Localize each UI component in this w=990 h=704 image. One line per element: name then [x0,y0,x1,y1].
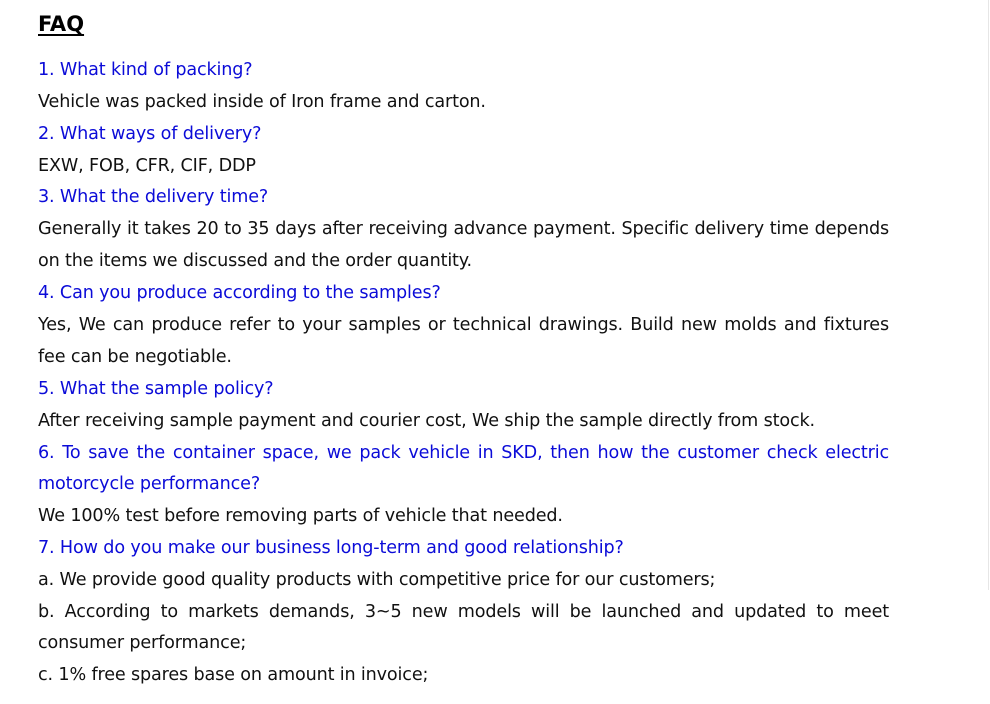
question-2: 2. What ways of delivery? [38,124,262,144]
page-edge-divider [988,0,989,590]
answer-7-item-c: c. 1% free spares base on amount in invoice; [38,665,429,685]
answer-7-item-b-line-2: consumer performance; [38,633,247,653]
question-6-line-2: motorcycle performance? [38,474,261,494]
question-1: 1. What kind of packing? [38,60,253,80]
answer-2: EXW, FOB, CFR, CIF, DDP [38,156,256,176]
question-6-line-1: 6. To save the container space, we pack vehicle in SKD, then how the customer check electric [38,443,889,463]
question-4: 4. Can you produce according to the samples? [38,283,441,303]
question-3: 3. What the delivery time? [38,187,269,207]
question-7: 7. How do you make our business long-term and good relationship? [38,538,624,558]
answer-4-line-1: Yes, We can produce refer to your samples or technical drawings. Build new molds and fixtures [38,315,889,335]
answer-3-line-1: Generally it takes 20 to 35 days after receiving advance payment. Specific delivery time depends [38,219,889,239]
question-5: 5. What the sample policy? [38,379,274,399]
answer-3-line-2: on the items we discussed and the order quantity. [38,251,472,271]
answer-7-item-a: a. We provide good quality products with competitive price for our customers; [38,570,716,590]
answer-4-line-2: fee can be negotiable. [38,347,232,367]
answer-7-item-b-line-1: b. According to markets demands, 3~5 new models will be launched and updated to meet [38,602,889,622]
answer-5: After receiving sample payment and courier cost, We ship the sample directly from stock. [38,411,815,431]
page-title: FAQ [38,12,85,36]
answer-1: Vehicle was packed inside of Iron frame and carton. [38,92,486,112]
answer-6: We 100% test before removing parts of vehicle that needed. [38,506,563,526]
